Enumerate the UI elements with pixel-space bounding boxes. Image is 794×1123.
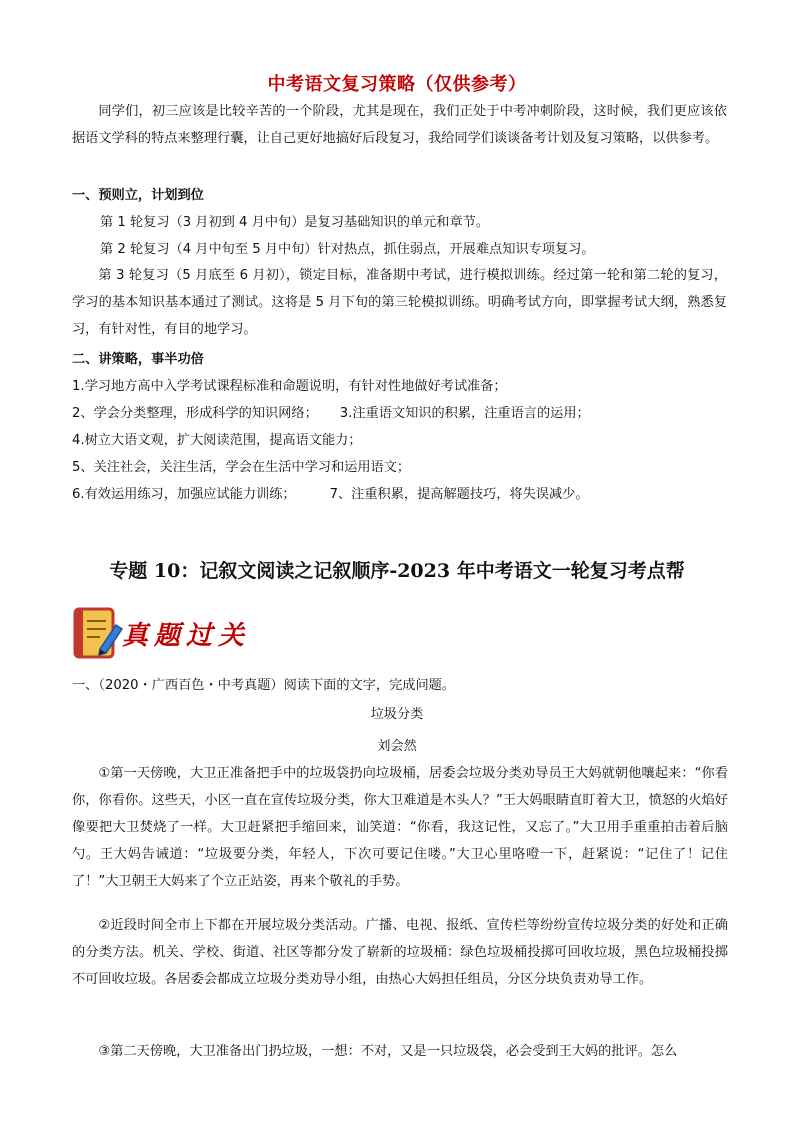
topic-title: 专题 10：记叙文阅读之记叙顺序-2023 年中考语文一轮复习考点帮 xyxy=(109,560,685,582)
paragraph-3: ③第二天傍晚，大卫准备出门扔垃圾，一想：不对，又是一只垃圾袋，必会受到王大妈的批评。怎么 xyxy=(98,1044,678,1059)
tip4-text: 4.树立大语文观，扩大阅读范围，提高语文能力； xyxy=(72,433,362,448)
round1-text: 第 1 轮复习（3 月初到 4 月中旬）是复习基础知识的单元和章节。 xyxy=(100,215,490,230)
tip3-text: 3.注重语文知识的积累，注重语言的运用； xyxy=(339,406,590,421)
tip6-text: 6.有效运用练习，加强应试能力训练； xyxy=(72,487,296,502)
tip7-text: 7、注重积累，提高解题技巧，将失误减少。 xyxy=(329,487,589,502)
tip2-text: 2、学会分类整理，形成科学的知识网络； xyxy=(72,406,318,421)
round3-paragraph: 第 3 轮复习（5 月底至 6 月初），锁定目标，准备期中考试，进行模拟训练。经过第一轮和第二轮的复习，学习的基本知识基本通过了测试。这将是 5 月下旬的第三轮模拟训练。明确考试方向，即掌握考试大纲，熟悉复习，有针对性，有目的地学习。 xyxy=(72,268,727,337)
round2-text: 第 2 轮复习（4 月中旬至 5 月中旬）针对热点，抓住弱点，开展难点知识专项复习。 xyxy=(100,242,595,257)
tip6-7-row xyxy=(72,485,589,505)
banner-title: 真题过关 xyxy=(122,621,251,651)
paragraph-2: ②近段时间全市上下都在开展垃圾分类活动。广播、电视、报纸、宣传栏等纷纷宣传垃圾分类的好处和正确的分类方法。机关、学校、街道、社区等都分发了崭新的垃圾桶：绿色垃圾桶投掷可回收垃圾，黑色垃圾桶投掷不可回收垃圾。各居委会都成立垃圾分类劝导小组，由热心大妈担任组员，分区分块负责劝导工作。 xyxy=(72,918,728,987)
paragraph-1: ①第一天傍晚，大卫正准备把手中的垃圾袋扔向垃圾桶，居委会垃圾分类劝导员王大妈就朝他嚷起来：“你看你，你看你。这些天，小区一直在宣传垃圾分类，你大卫难道是木头人？”王大妈眼睛直盯着大卫，愤怒的火焰好像要把大卫焚烧了一样。大卫赶紧把手缩回来，讪笑道：“你看，我这记性，又忘了。”大卫用手重重拍击着后脑勺。王大妈告诫道：“垃圾要分类，年轻人，下次可要记住喽。”大卫心里咯噔一下，赶紧说：“记住了！记住了！”大卫朝王大妈来了个立正站姿，再来个敬礼的手势。 xyxy=(72,766,728,889)
section1-heading: 一、预则立，计划到位 xyxy=(72,188,204,203)
page-title: 中考语文复习策略（仅供参考） xyxy=(267,74,527,95)
tip5-text: 5、关注社会，关注生活，学会在生活中学习和运用语文； xyxy=(72,460,411,475)
article-author: 刘会然 xyxy=(377,739,417,754)
section2-heading: 二、讲策略，事半功倍 xyxy=(72,352,204,367)
intro-paragraph: 同学们，初三应该是比较辛苦的一个阶段，尤其是现在，我们正处于中考冲刺阶段，这时候，我们更应该依据语文学科的特点来整理行囊，让自己更好地搞好后段复习，我给同学们谈谈备考计划及复习策略，以供参考。 xyxy=(72,104,727,146)
question-intro: 一、（2020・广西百色・中考真题）阅读下面的文字，完成问题。 xyxy=(72,678,456,693)
tip2-3-row xyxy=(72,404,590,424)
tip1-text: 1.学习地方高中入学考试课程标准和命题说明，有针对性地做好考试准备； xyxy=(72,379,507,394)
article-title: 垃圾分类 xyxy=(370,707,424,722)
